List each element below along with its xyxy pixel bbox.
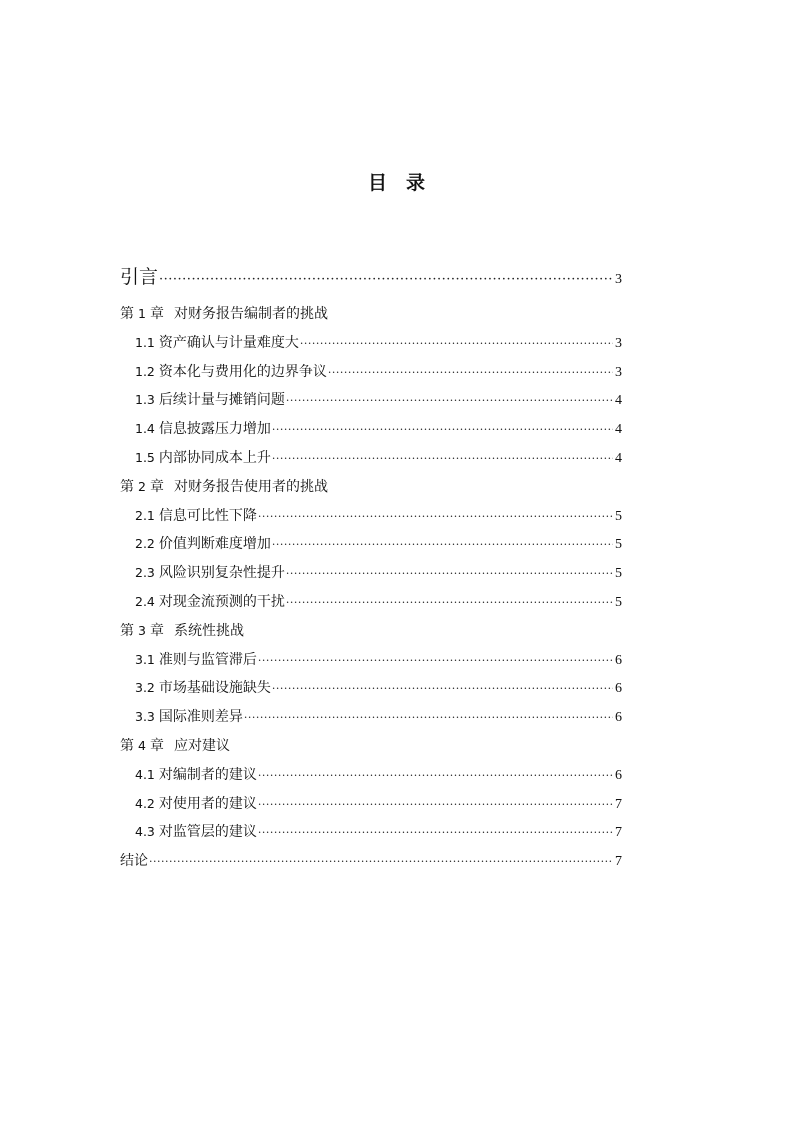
toc-leader-dots (258, 762, 613, 790)
chapter-suffix: 章 (149, 737, 164, 754)
section-number: 2.4 (135, 593, 155, 609)
toc-page-number: 4 (615, 422, 622, 438)
section-number: 3.2 (135, 680, 155, 696)
toc-section-1-1[interactable] (120, 329, 622, 358)
toc-section-4-3[interactable] (120, 818, 622, 847)
toc-page-number: 5 (615, 566, 622, 582)
chapter-number: 1 (138, 306, 146, 321)
toc-section-4-1[interactable] (120, 761, 622, 790)
toc-section-3-2[interactable] (120, 674, 622, 703)
toc-leader-dots (258, 819, 613, 847)
toc-page-number: 5 (615, 508, 622, 524)
toc-leader-dots (258, 503, 613, 531)
section-title: 后续计量与摊销问题 (158, 392, 285, 409)
chapter-prefix: 第 (120, 622, 134, 639)
toc-title: 目 录 (367, 172, 425, 194)
section-number: 1.4 (135, 421, 155, 437)
section-title: 资本化与费用化的边界争议 (158, 363, 327, 380)
toc-page-number: 6 (615, 681, 622, 697)
section-number: 2.1 (135, 507, 155, 523)
toc-entry-title: 结论 (120, 853, 148, 870)
chapter-number: 2 (138, 478, 146, 494)
toc-leader-dots (272, 531, 613, 559)
section-number: 1.1 (135, 334, 155, 350)
toc-chapter-1[interactable] (120, 300, 622, 329)
toc-page-number: 6 (615, 767, 622, 783)
toc-page-number: 6 (615, 652, 622, 668)
toc-page-number: 3 (615, 335, 622, 351)
toc-leader-dots (258, 791, 613, 819)
section-title: 价值判断难度增加 (158, 536, 271, 553)
toc-leader-dots (286, 387, 613, 415)
chapter-suffix: 章 (149, 478, 164, 495)
section-title: 信息披露压力增加 (158, 421, 271, 438)
section-number: 1.5 (135, 449, 155, 465)
toc-section-2-3[interactable] (120, 559, 622, 588)
toc-page-number: 7 (615, 796, 622, 812)
toc-entry-title: 引言 (120, 266, 159, 288)
toc-section-1-2[interactable] (120, 358, 622, 387)
section-number: 2.3 (135, 565, 155, 581)
toc-section-3-1[interactable] (120, 646, 622, 675)
chapter-number: 3 (138, 622, 146, 638)
toc-leader-dots (286, 560, 613, 588)
section-title: 信息可比性下降 (158, 507, 257, 524)
toc-leader-dots (328, 359, 613, 387)
toc-leader-dots (258, 647, 613, 675)
section-title: 国际准则差异 (158, 709, 243, 726)
toc-page-number: 3 (615, 364, 622, 380)
toc-page-number: 4 (615, 450, 622, 466)
section-title: 准则与监管滞后 (158, 651, 257, 668)
toc-leader-dots (300, 330, 613, 358)
section-title: 资产确认与计量难度大 (158, 334, 299, 351)
toc-page-number: 5 (615, 594, 622, 610)
chapter-prefix: 第 (120, 478, 134, 495)
toc-section-4-2[interactable] (120, 790, 622, 819)
toc-section-1-4[interactable] (120, 415, 622, 444)
toc-leader-dots (159, 265, 613, 292)
section-title: 内部协同成本上升 (158, 449, 271, 466)
toc-section-2-2[interactable] (120, 530, 622, 559)
toc-leader-dots (286, 589, 613, 617)
toc-entry-conclusion[interactable] (120, 847, 622, 876)
toc-page-number: 5 (615, 537, 622, 553)
section-number: 3.1 (135, 651, 155, 667)
section-title: 市场基础设施缺失 (158, 680, 271, 697)
toc-list (120, 262, 622, 876)
toc-section-2-4[interactable] (120, 588, 622, 617)
toc-section-3-3[interactable] (120, 703, 622, 732)
chapter-title: 对财务报告编制者的挑战 (173, 306, 328, 322)
chapter-title: 应对建议 (173, 737, 230, 754)
toc-leader-dots (149, 848, 613, 876)
toc-chapter-2[interactable] (120, 473, 622, 502)
section-number: 4.2 (135, 795, 155, 811)
toc-page-number: 7 (615, 854, 622, 870)
chapter-suffix: 章 (149, 306, 164, 322)
chapter-number: 4 (138, 737, 146, 753)
section-title: 对监管层的建议 (158, 824, 257, 841)
section-number: 1.2 (135, 363, 155, 379)
section-title: 风险识别复杂性提升 (158, 565, 285, 582)
section-title: 对现金流预测的干扰 (158, 593, 285, 610)
chapter-suffix: 章 (149, 622, 164, 639)
chapter-title: 对财务报告使用者的挑战 (173, 478, 328, 495)
section-number: 3.3 (135, 709, 155, 725)
toc-leader-dots (272, 445, 613, 473)
toc-chapter-4[interactable] (120, 732, 622, 761)
section-number: 2.2 (135, 536, 155, 552)
toc-section-1-5[interactable] (120, 444, 622, 473)
chapter-prefix: 第 (120, 737, 134, 754)
toc-leader-dots (272, 675, 613, 703)
section-title: 对使用者的建议 (158, 795, 257, 812)
toc-entry-intro[interactable] (120, 262, 622, 292)
chapter-prefix: 第 (120, 306, 134, 322)
toc-page-number: 6 (615, 710, 622, 726)
toc-page-number: 3 (615, 272, 622, 287)
toc-section-1-3[interactable] (120, 386, 622, 415)
toc-leader-dots (272, 416, 613, 444)
section-title: 对编制者的建议 (158, 766, 257, 783)
section-number: 1.3 (135, 392, 155, 408)
toc-page-number: 4 (615, 393, 622, 409)
section-number: 4.1 (135, 766, 155, 782)
toc-section-2-1[interactable] (120, 502, 622, 531)
toc-leader-dots (244, 704, 613, 732)
toc-chapter-3[interactable] (120, 617, 622, 646)
chapter-title: 系统性挑战 (173, 622, 244, 639)
section-number: 4.3 (135, 824, 155, 840)
toc-page-number: 7 (615, 825, 622, 841)
